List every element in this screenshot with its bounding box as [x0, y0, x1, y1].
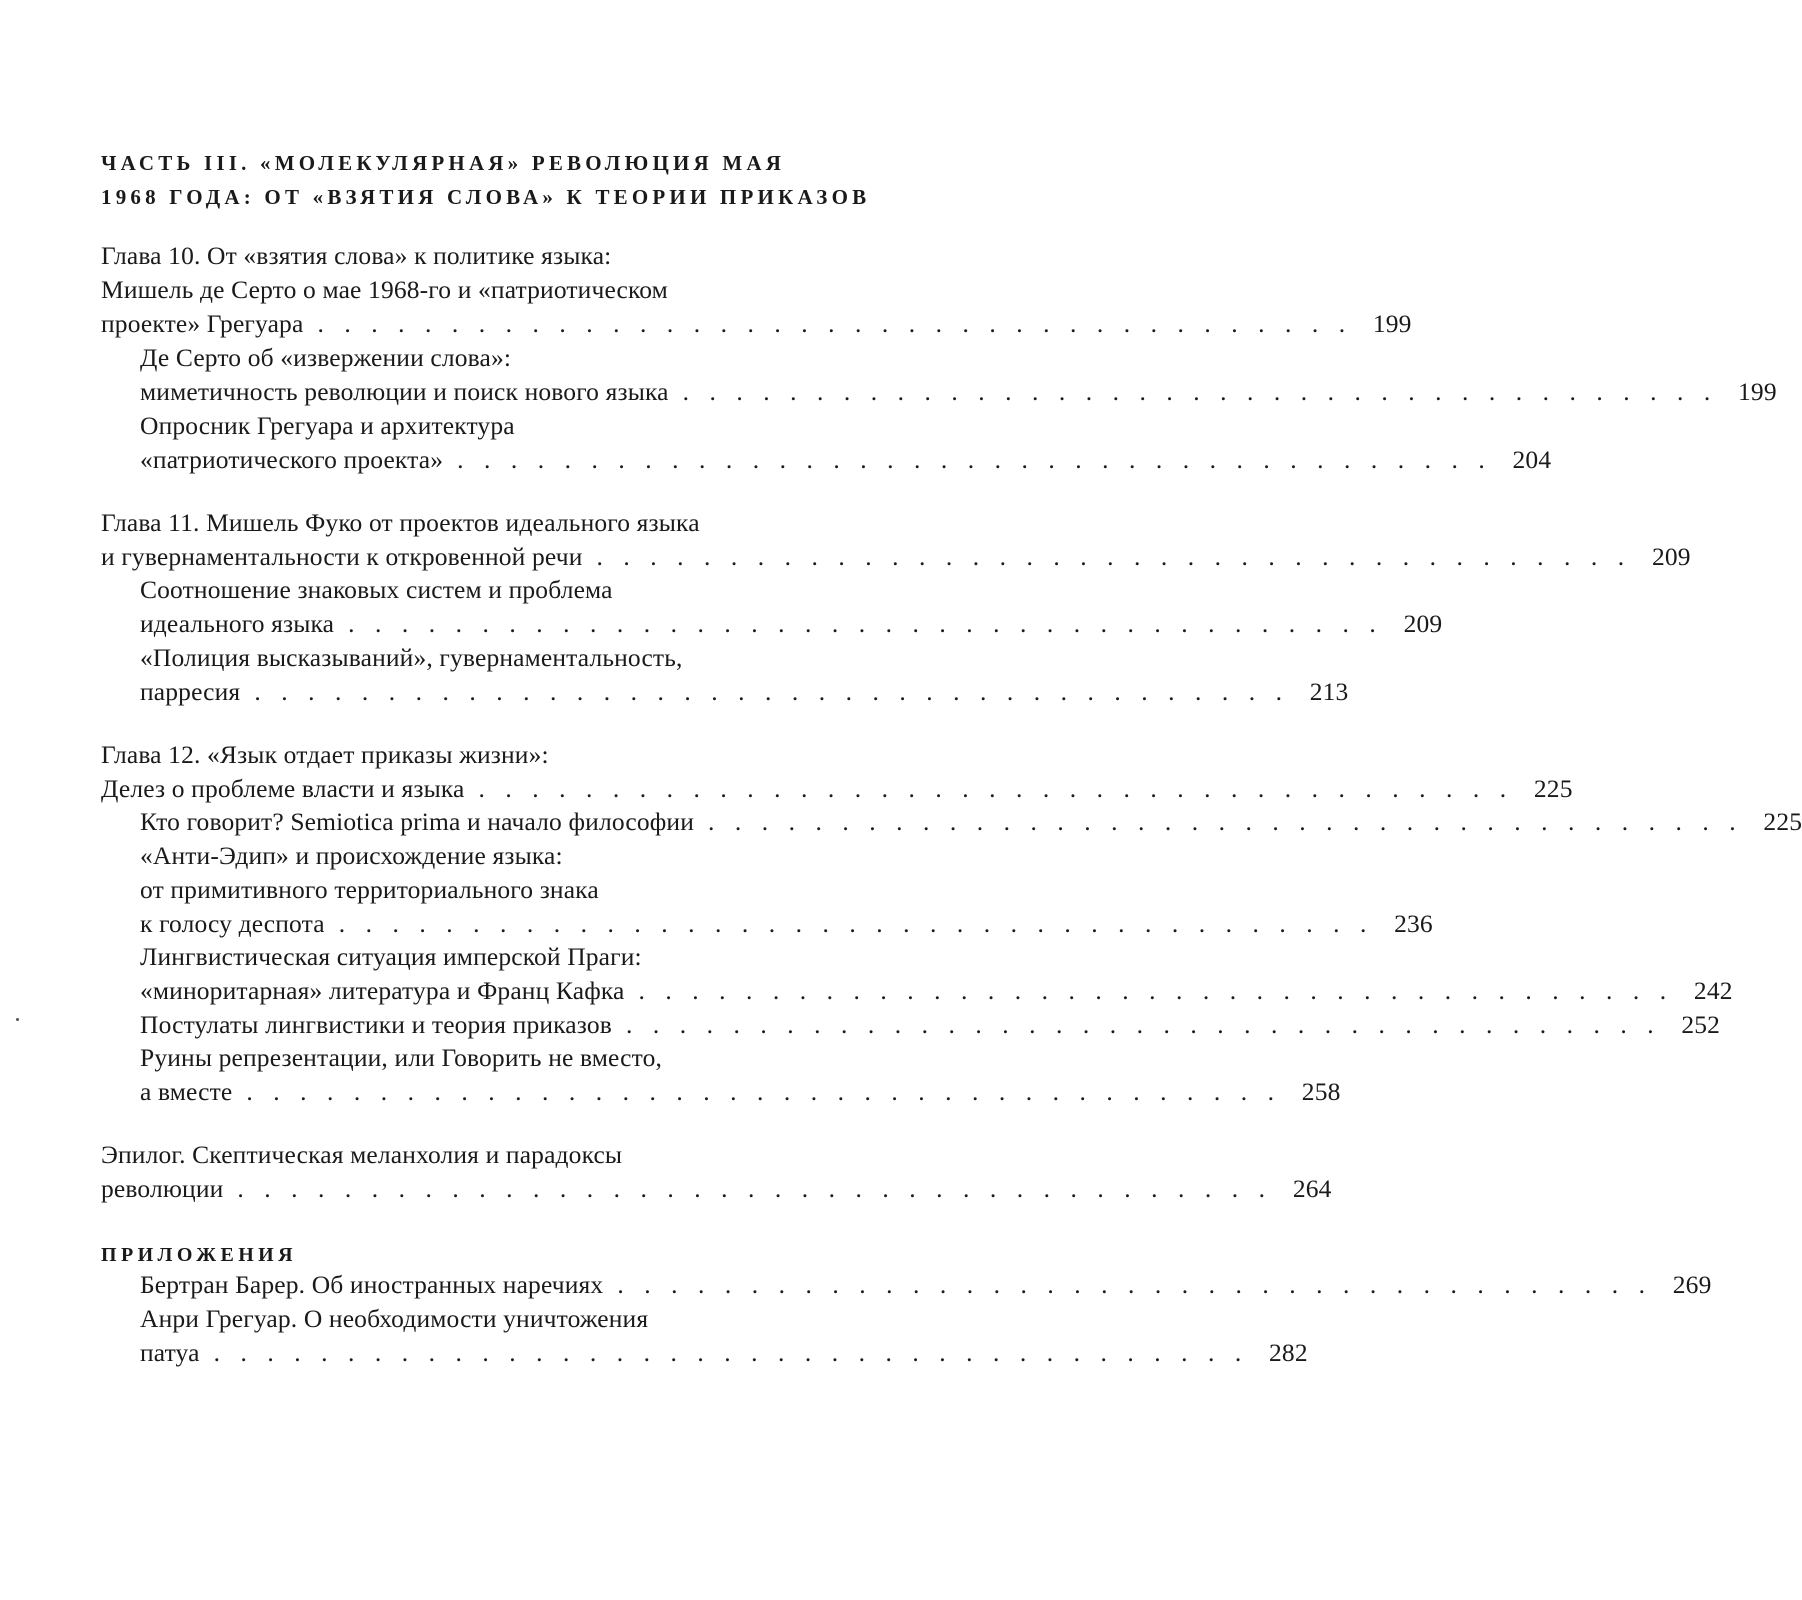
toc-entry-chapter-12[interactable]: [101, 738, 1573, 806]
margin-speck: [16, 1018, 19, 1021]
leader-dots: .......................................: [596, 542, 1645, 571]
toc-entry-line: «Полиция высказываний», гувернаментальность,: [140, 643, 683, 672]
toc-entry-line: Соотношение знаковых систем и проблема: [140, 575, 613, 604]
toc-entry-title-end: Постулаты лингвистики и теория приказов: [140, 1010, 612, 1039]
toc-entry-title-end: идеального языка: [140, 609, 335, 638]
leader-dots: .......................................: [338, 909, 1387, 938]
leader-dots: .......................................: [478, 774, 1527, 803]
page-number: 264: [1292, 1174, 1332, 1203]
page-number: 225: [1763, 807, 1802, 836]
toc-entry-chapter-11[interactable]: [101, 506, 1691, 574]
page-number: 258: [1301, 1077, 1341, 1106]
toc-entry-title-end: проекте» Грегуара: [101, 309, 304, 338]
toc-entry-title-end: а вместе: [140, 1077, 233, 1106]
toc-subentry[interactable]: [140, 641, 1349, 709]
toc-entry-title-end: патуа: [140, 1338, 200, 1367]
toc-entry-line: Анри Грегуар. О необходимости уничтожения: [140, 1304, 649, 1333]
leader-dots: .......................................: [708, 807, 1757, 836]
page-number: 199: [1372, 309, 1412, 338]
leader-dots: .......................................: [682, 377, 1731, 406]
page-number: 282: [1269, 1338, 1308, 1367]
page-number: 199: [1738, 377, 1777, 406]
toc-entry-title-end: миметичность революции и поиск нового языка: [140, 377, 669, 406]
leader-dots: .......................................: [617, 1270, 1666, 1299]
toc-entry-line: «Анти-Эдип» и происхождение языка:: [140, 841, 563, 870]
toc-subentry[interactable]: [140, 1008, 1721, 1042]
leader-dots: .......................................: [638, 976, 1687, 1005]
toc-entry-title-end: и гувернаментальности к откровенной речи: [101, 542, 583, 571]
toc-entry-line: Лингвистическая ситуация имперской Праги:: [140, 942, 642, 971]
toc-entry-epilogue[interactable]: [101, 1138, 1332, 1206]
toc-subentry[interactable]: [140, 573, 1443, 641]
toc-entry-line: Эпилог. Скептическая меланхолия и парадоксы: [101, 1140, 623, 1169]
page-number: 225: [1533, 774, 1573, 803]
part-heading: [101, 146, 891, 214]
leader-dots: .......................................: [246, 1077, 1295, 1106]
toc-subentry[interactable]: [140, 1041, 1341, 1109]
page-number: 236: [1394, 909, 1433, 938]
page-number: 209: [1403, 609, 1443, 638]
toc-entry-line: Мишель де Серто о мае 1968-го и «патриотическом: [101, 275, 668, 304]
part-heading-line-2: 1968 ГОДА: ОТ «ВЗЯТИЯ СЛОВА» К ТЕОРИИ ПРИКАЗОВ: [101, 185, 871, 209]
toc-subentry[interactable]: [140, 341, 1777, 409]
toc-entry-line: Глава 11. Мишель Фуко от проектов идеального языка: [101, 508, 700, 537]
toc-entry-line: Глава 10. От «взятия слова» к политике языка:: [101, 241, 612, 270]
toc-entry-title-end: парресия: [140, 677, 241, 706]
page-number: 209: [1651, 542, 1691, 571]
toc-subentry[interactable]: [140, 409, 1552, 477]
toc-subentry[interactable]: [140, 839, 1433, 941]
toc-entry-line: Де Серто об «извержении слова»:: [140, 343, 512, 372]
page-number: 242: [1693, 976, 1733, 1005]
part-heading-line-1: ЧАСТЬ III. «МОЛЕКУЛЯРНАЯ» РЕВОЛЮЦИЯ МАЯ: [101, 151, 786, 175]
toc-entry-line: от примитивного территориального знака: [140, 875, 599, 904]
toc-entry-title-end: Бертран Барер. Об иностранных наречиях: [140, 1270, 604, 1299]
toc-entry-title-end: революции: [101, 1174, 224, 1203]
leader-dots: .......................................: [213, 1338, 1262, 1367]
toc-subentry[interactable]: [140, 1268, 1712, 1302]
page-number: 213: [1309, 677, 1349, 706]
toc-entry-title-end: «миноритарная» литература и Франц Кафка: [140, 976, 625, 1005]
leader-dots: .......................................: [254, 677, 1303, 706]
toc-entry-title-end: к голосу деспота: [140, 909, 325, 938]
page-number: 269: [1672, 1270, 1712, 1299]
leader-dots: .......................................: [317, 309, 1366, 338]
toc-subentry[interactable]: [140, 805, 1802, 839]
toc-subentry[interactable]: [140, 940, 1733, 1008]
toc-entry-chapter-10[interactable]: [101, 239, 1412, 341]
toc-subentry[interactable]: [140, 1302, 1308, 1370]
leader-dots: .......................................: [348, 609, 1397, 638]
toc-entry-title-end: «патриотического проекта»: [140, 445, 444, 474]
leader-dots: .......................................: [625, 1010, 1675, 1039]
page-number: 252: [1681, 1010, 1721, 1039]
toc-entry-line: Глава 12. «Язык отдает приказы жизни»:: [101, 740, 549, 769]
leader-dots: .......................................: [457, 445, 1506, 474]
toc-entry-title-end: Делез о проблеме власти и языка: [101, 774, 465, 803]
leader-dots: .......................................: [237, 1174, 1286, 1203]
toc-entry-line: Опросник Грегуара и архитектура: [140, 411, 515, 440]
appendices-heading: ПРИЛОЖЕНИЯ: [101, 1244, 297, 1266]
page-number: 204: [1512, 445, 1552, 474]
toc-entry-line: Руины репрезентации, или Говорить не вместо,: [140, 1043, 663, 1072]
toc-entry-title-end: Кто говорит? Semiotica prima и начало философии: [140, 807, 694, 836]
